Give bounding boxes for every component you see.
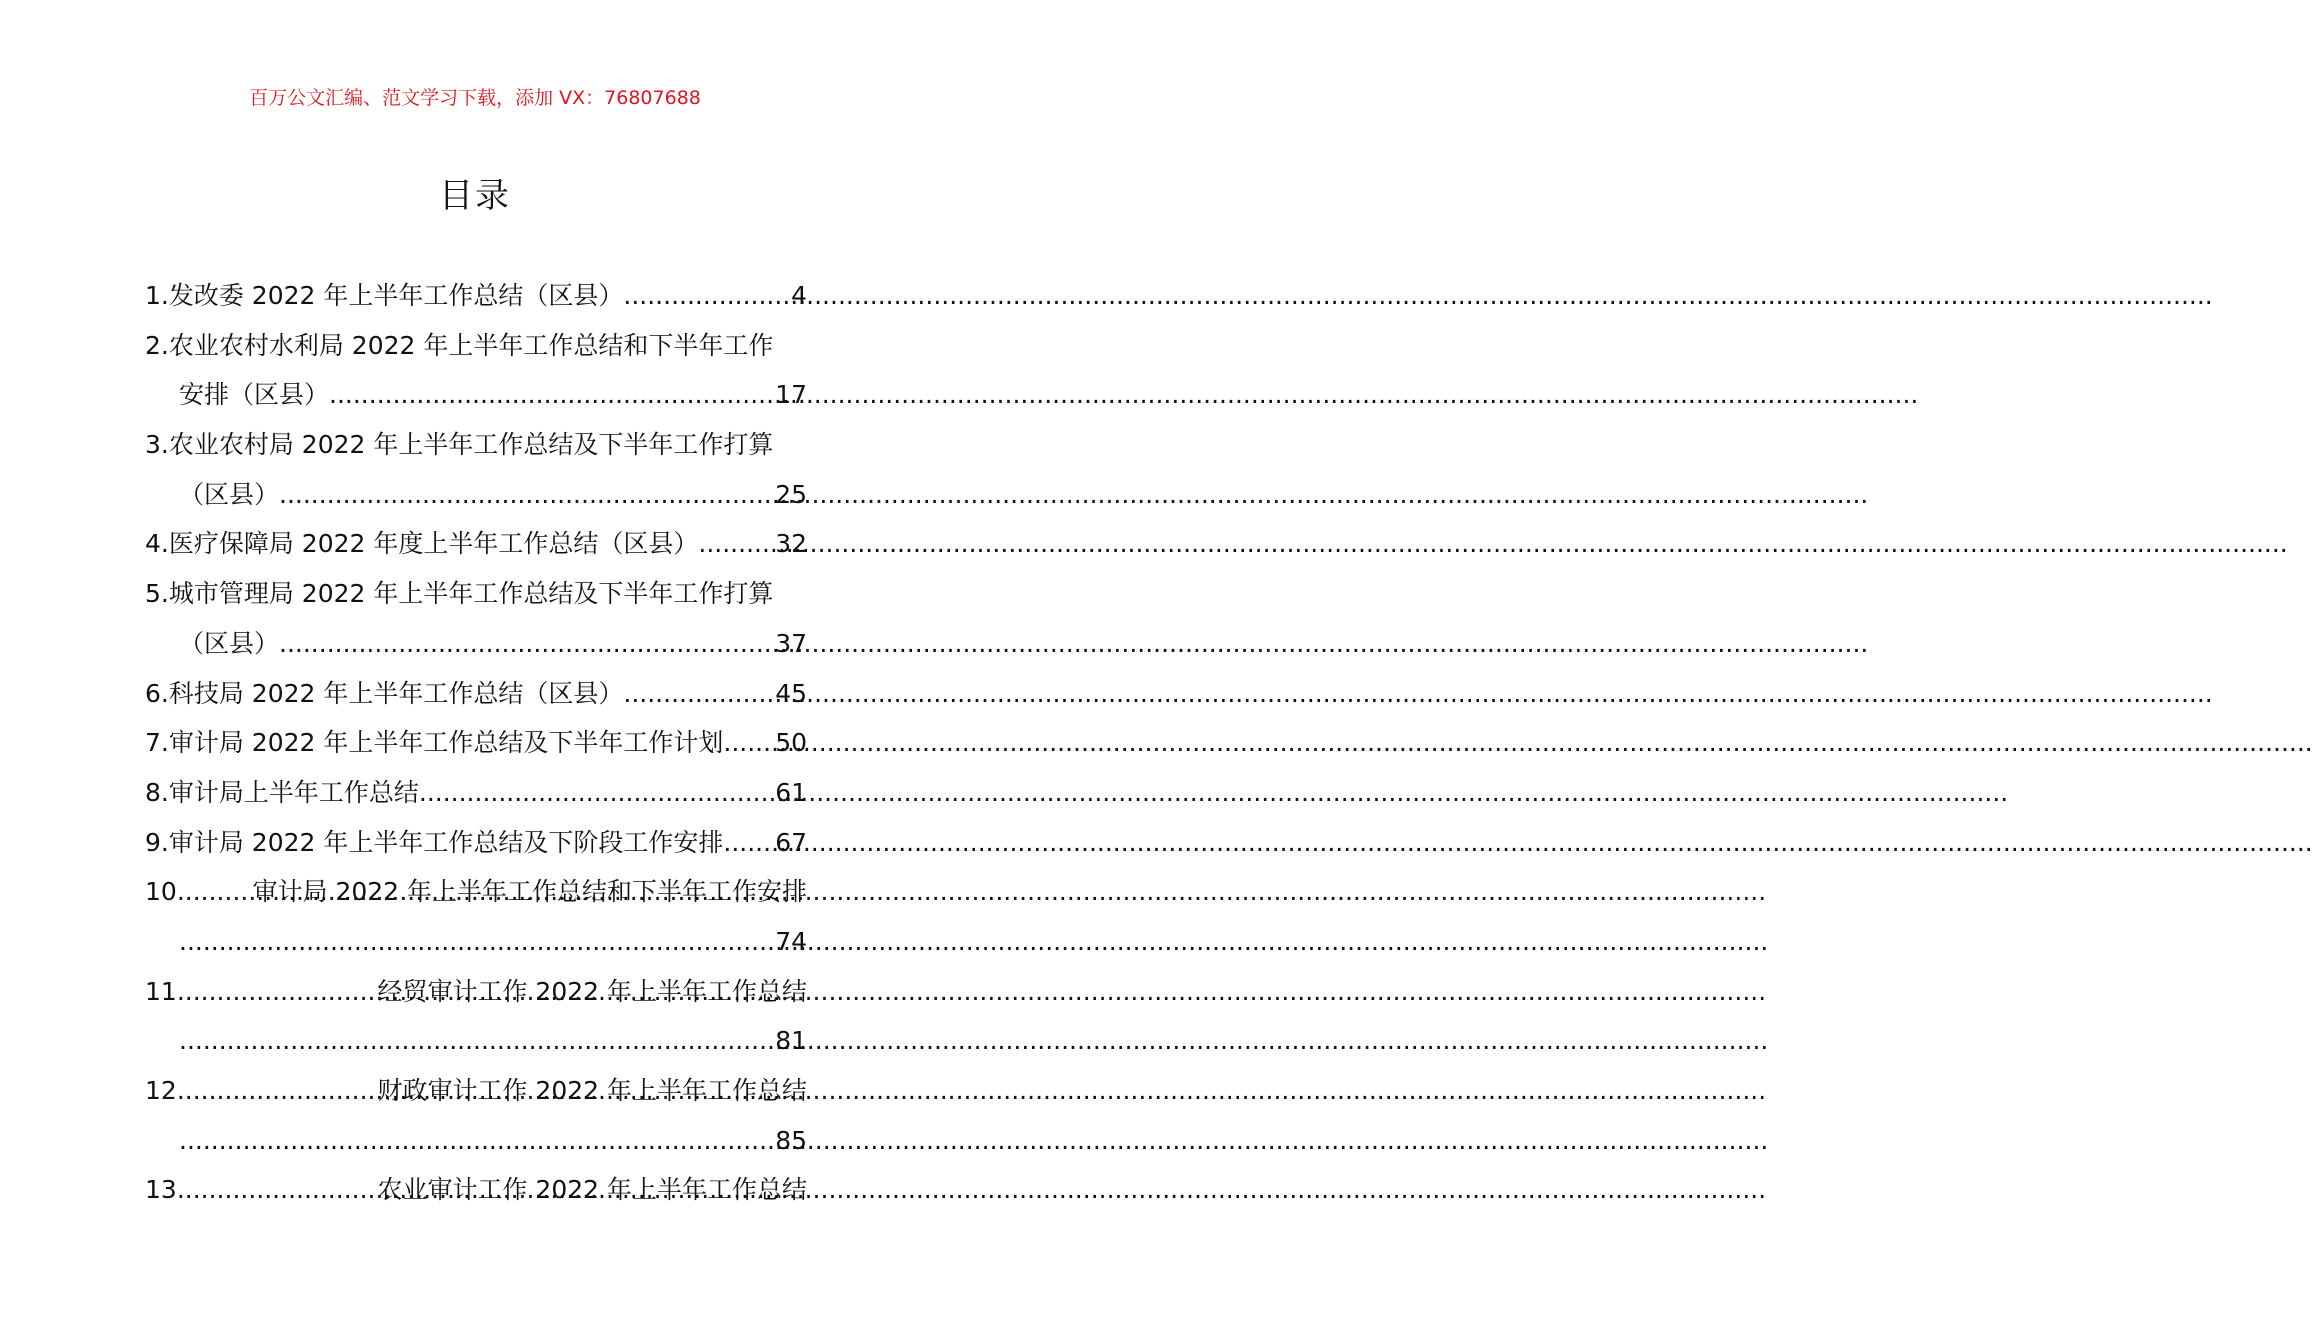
toc-entry-number: 6.: [145, 678, 169, 708]
dot-leader: [177, 967, 378, 1017]
dot-leader: [179, 917, 775, 967]
toc-entry-10-continued[interactable]: [145, 917, 807, 967]
toc-entry-page: 67: [775, 827, 807, 857]
toc-entry-page: 74: [775, 926, 807, 956]
toc-entry-2-continued[interactable]: [145, 370, 807, 420]
toc-entry-5[interactable]: [145, 569, 807, 619]
toc-entry-title: 发改委 2022 年上半年工作总结（区县）: [168, 281, 624, 310]
dot-leader: [723, 718, 775, 768]
toc-entry-title-line1: 农业农村局 2022 年上半年工作总结及下半年工作打算: [168, 430, 774, 460]
dot-leader: [623, 669, 775, 719]
toc-entry-page: 61: [775, 777, 807, 807]
dot-leader: [179, 1016, 775, 1066]
toc-entry-13[interactable]: [145, 1165, 807, 1215]
toc-entry-number: 9.: [145, 827, 169, 857]
dot-leader: [177, 1066, 378, 1116]
toc-entry-8[interactable]: [145, 768, 807, 818]
toc-entry-9[interactable]: [145, 818, 807, 868]
toc-entry-number: 5.: [145, 579, 169, 609]
toc-entry-title: 农业审计工作 2022 年上半年工作总结: [377, 1175, 807, 1205]
toc-entry-6[interactable]: [145, 669, 807, 719]
toc-entry-title-line2: 安排（区县）: [179, 380, 330, 410]
dot-leader: [177, 867, 253, 917]
toc-entry-page: 17: [775, 380, 807, 410]
toc-entry-page: 81: [775, 1026, 807, 1056]
toc-entry-title-line1: 农业农村水利局 2022 年上半年工作总结和下半年工作: [168, 330, 774, 360]
page-title: 目录: [439, 176, 511, 216]
toc-entry-number: 3.: [145, 430, 169, 460]
dot-leader: [623, 271, 791, 321]
toc-entry-title: 经贸审计工作 2022 年上半年工作总结: [377, 976, 807, 1006]
toc-entry-number: 7.: [145, 728, 169, 758]
toc-entry-title: 财政审计工作 2022 年上半年工作总结: [377, 1076, 807, 1105]
toc-entry-title: 医疗保障局 2022 年度上半年工作总结（区县）: [168, 529, 699, 559]
toc-entry-page: 50: [775, 728, 807, 758]
toc-entry-number: 4.: [145, 529, 169, 559]
toc-entry-number: 11: [145, 976, 177, 1006]
toc-entry-12[interactable]: [145, 1066, 807, 1116]
toc-entry-title-line1: 城市管理局 2022 年上半年工作总结及下半年工作打算: [168, 579, 774, 609]
toc-entry-title: 审计局 2022 年上半年工作总结及下半年工作计划: [168, 728, 724, 758]
toc-entry-11[interactable]: [145, 967, 807, 1017]
toc-entry-7[interactable]: [145, 718, 807, 768]
toc-entry-number: 13: [145, 1175, 177, 1205]
dot-leader: [419, 768, 775, 818]
toc-entry-number: 1.: [145, 281, 169, 310]
dot-leader: [177, 1165, 378, 1215]
toc-entry-page: 25: [775, 479, 807, 509]
toc-entry-title-line2: （区县）: [179, 628, 280, 658]
toc-entry-title: 科技局 2022 年上半年工作总结（区县）: [168, 678, 624, 708]
toc-entry-number: 2.: [145, 330, 169, 360]
toc-entry-3[interactable]: [145, 420, 807, 470]
dot-leader: [698, 519, 775, 569]
toc-entry-title: 审计局上半年工作总结: [168, 777, 419, 807]
toc-entry-page: 45: [775, 678, 807, 708]
toc-entry-10[interactable]: [145, 867, 807, 917]
toc-entry-2[interactable]: [145, 321, 807, 371]
toc-entry-page: 85: [775, 1125, 807, 1155]
toc-entry-11-continued[interactable]: [145, 1016, 807, 1066]
toc-entry-number: 12: [145, 1076, 177, 1105]
toc-entry-12-continued[interactable]: [145, 1116, 807, 1166]
toc-entry-3-continued[interactable]: [145, 470, 807, 520]
toc-entry-5-continued[interactable]: [145, 619, 807, 669]
toc-entry-page: 32: [775, 529, 807, 559]
dot-leader: [279, 470, 775, 520]
toc-entry-page: 37: [775, 628, 807, 658]
table-of-contents: [145, 271, 807, 1215]
toc-entry-4[interactable]: [145, 519, 807, 569]
toc-entry-title: 审计局 2022 年上半年工作总结及下阶段工作安排: [168, 827, 724, 857]
toc-entry-title: 审计局 2022 年上半年工作总结和下半年工作安排: [252, 877, 807, 907]
dot-leader: [723, 818, 775, 868]
dot-leader: [329, 370, 775, 420]
toc-entry-number: 10: [145, 877, 177, 907]
dot-leader: [179, 1116, 775, 1166]
dot-leader: [279, 619, 775, 669]
toc-entry-1[interactable]: [145, 271, 807, 321]
toc-entry-title-line2: （区县）: [179, 479, 280, 509]
toc-entry-page: 4: [791, 281, 807, 310]
header-banner: 百万公文汇编、范文学习下载，添加 VX：76807688: [249, 87, 701, 109]
toc-entry-number: 8.: [145, 777, 169, 807]
